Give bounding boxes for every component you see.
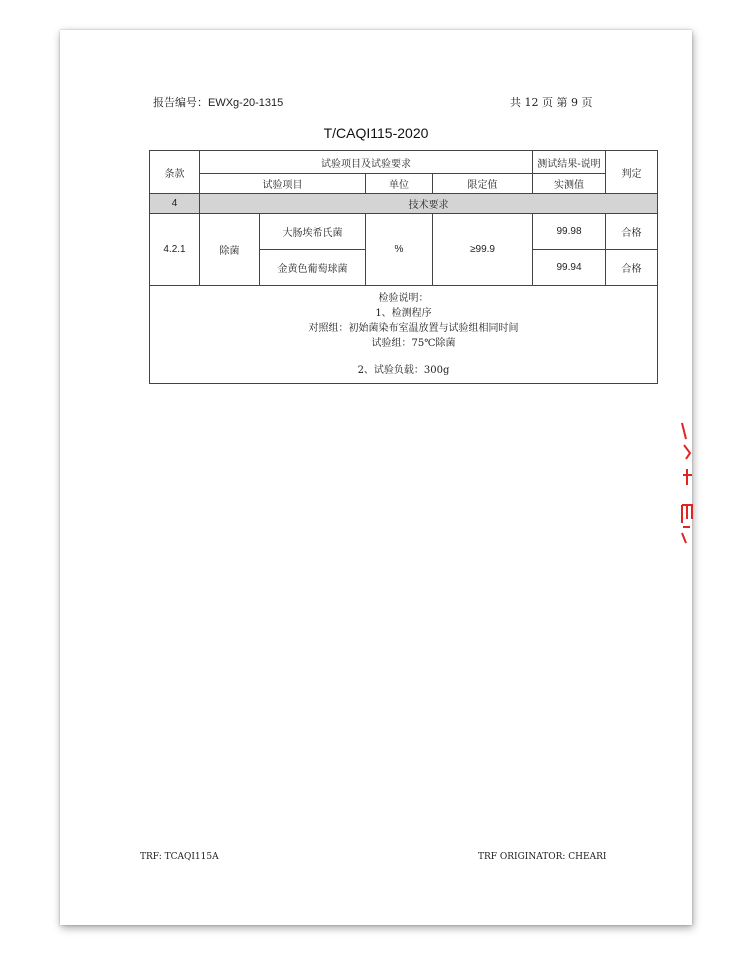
stamp-stroke: [682, 423, 686, 439]
header-test-item: 试验项目: [200, 174, 366, 194]
row-limit: ≥99.9: [433, 214, 533, 286]
notes-title: 检验说明：: [378, 293, 429, 304]
notes-load: 2、试验负载：300g: [357, 365, 450, 376]
row-item: 除菌: [200, 214, 260, 286]
stamp-stroke: [682, 533, 686, 543]
section-number: 4: [150, 194, 200, 214]
table-row: [150, 214, 658, 250]
stamp-stroke: [683, 469, 692, 485]
header-result-description: 测试结果-说明: [533, 151, 606, 174]
seal-stamp-partial: [680, 415, 700, 545]
section-row: [150, 194, 658, 214]
subitem-name: 大肠埃希氏菌: [260, 214, 366, 250]
notes-control-group: 对照组：初始菌染布室温放置与试验组相同时间: [308, 323, 519, 334]
header-test-items-and-requirements: 试验项目及试验要求: [200, 151, 533, 174]
subitem-name: 金黄色葡萄球菌: [260, 250, 366, 286]
judgement-value: 合格: [606, 250, 658, 286]
test-results-table: [149, 150, 658, 384]
notes-procedure: 1、检测程序: [375, 308, 432, 319]
page-count: 共 12 页 第 9 页: [510, 96, 593, 109]
report-page: [60, 30, 692, 925]
inspection-notes: [150, 286, 658, 384]
header-limit: 限定值: [433, 174, 533, 194]
footer-trf-originator: TRF ORIGINATOR: CHEARI: [478, 852, 607, 862]
notes-test-group: 试验组：75℃除菌: [371, 338, 456, 349]
notes-spacer: [150, 351, 657, 363]
header-judgement: 判定: [606, 151, 658, 194]
footer-trf-code: TRF: TCAQI115A: [140, 852, 219, 862]
stamp-stroke: [684, 445, 690, 459]
report-number-label: 报告编号：: [153, 96, 208, 109]
standard-code: T/CAQI115-2020: [323, 125, 429, 141]
judgement-value: 合格: [606, 214, 658, 250]
section-title: 技术要求: [200, 194, 658, 214]
measured-value: 99.94: [533, 250, 606, 286]
stamp-stroke: [682, 505, 692, 523]
header-measured: 实测值: [533, 174, 606, 194]
header-clause: 条款: [150, 151, 200, 194]
header-unit: 单位: [366, 174, 433, 194]
row-clause: 4.2.1: [150, 214, 200, 286]
report-number: [153, 94, 283, 110]
measured-value: 99.98: [533, 214, 606, 250]
report-number-value: EWXg-20-1315: [208, 97, 284, 109]
row-unit: %: [366, 214, 433, 286]
